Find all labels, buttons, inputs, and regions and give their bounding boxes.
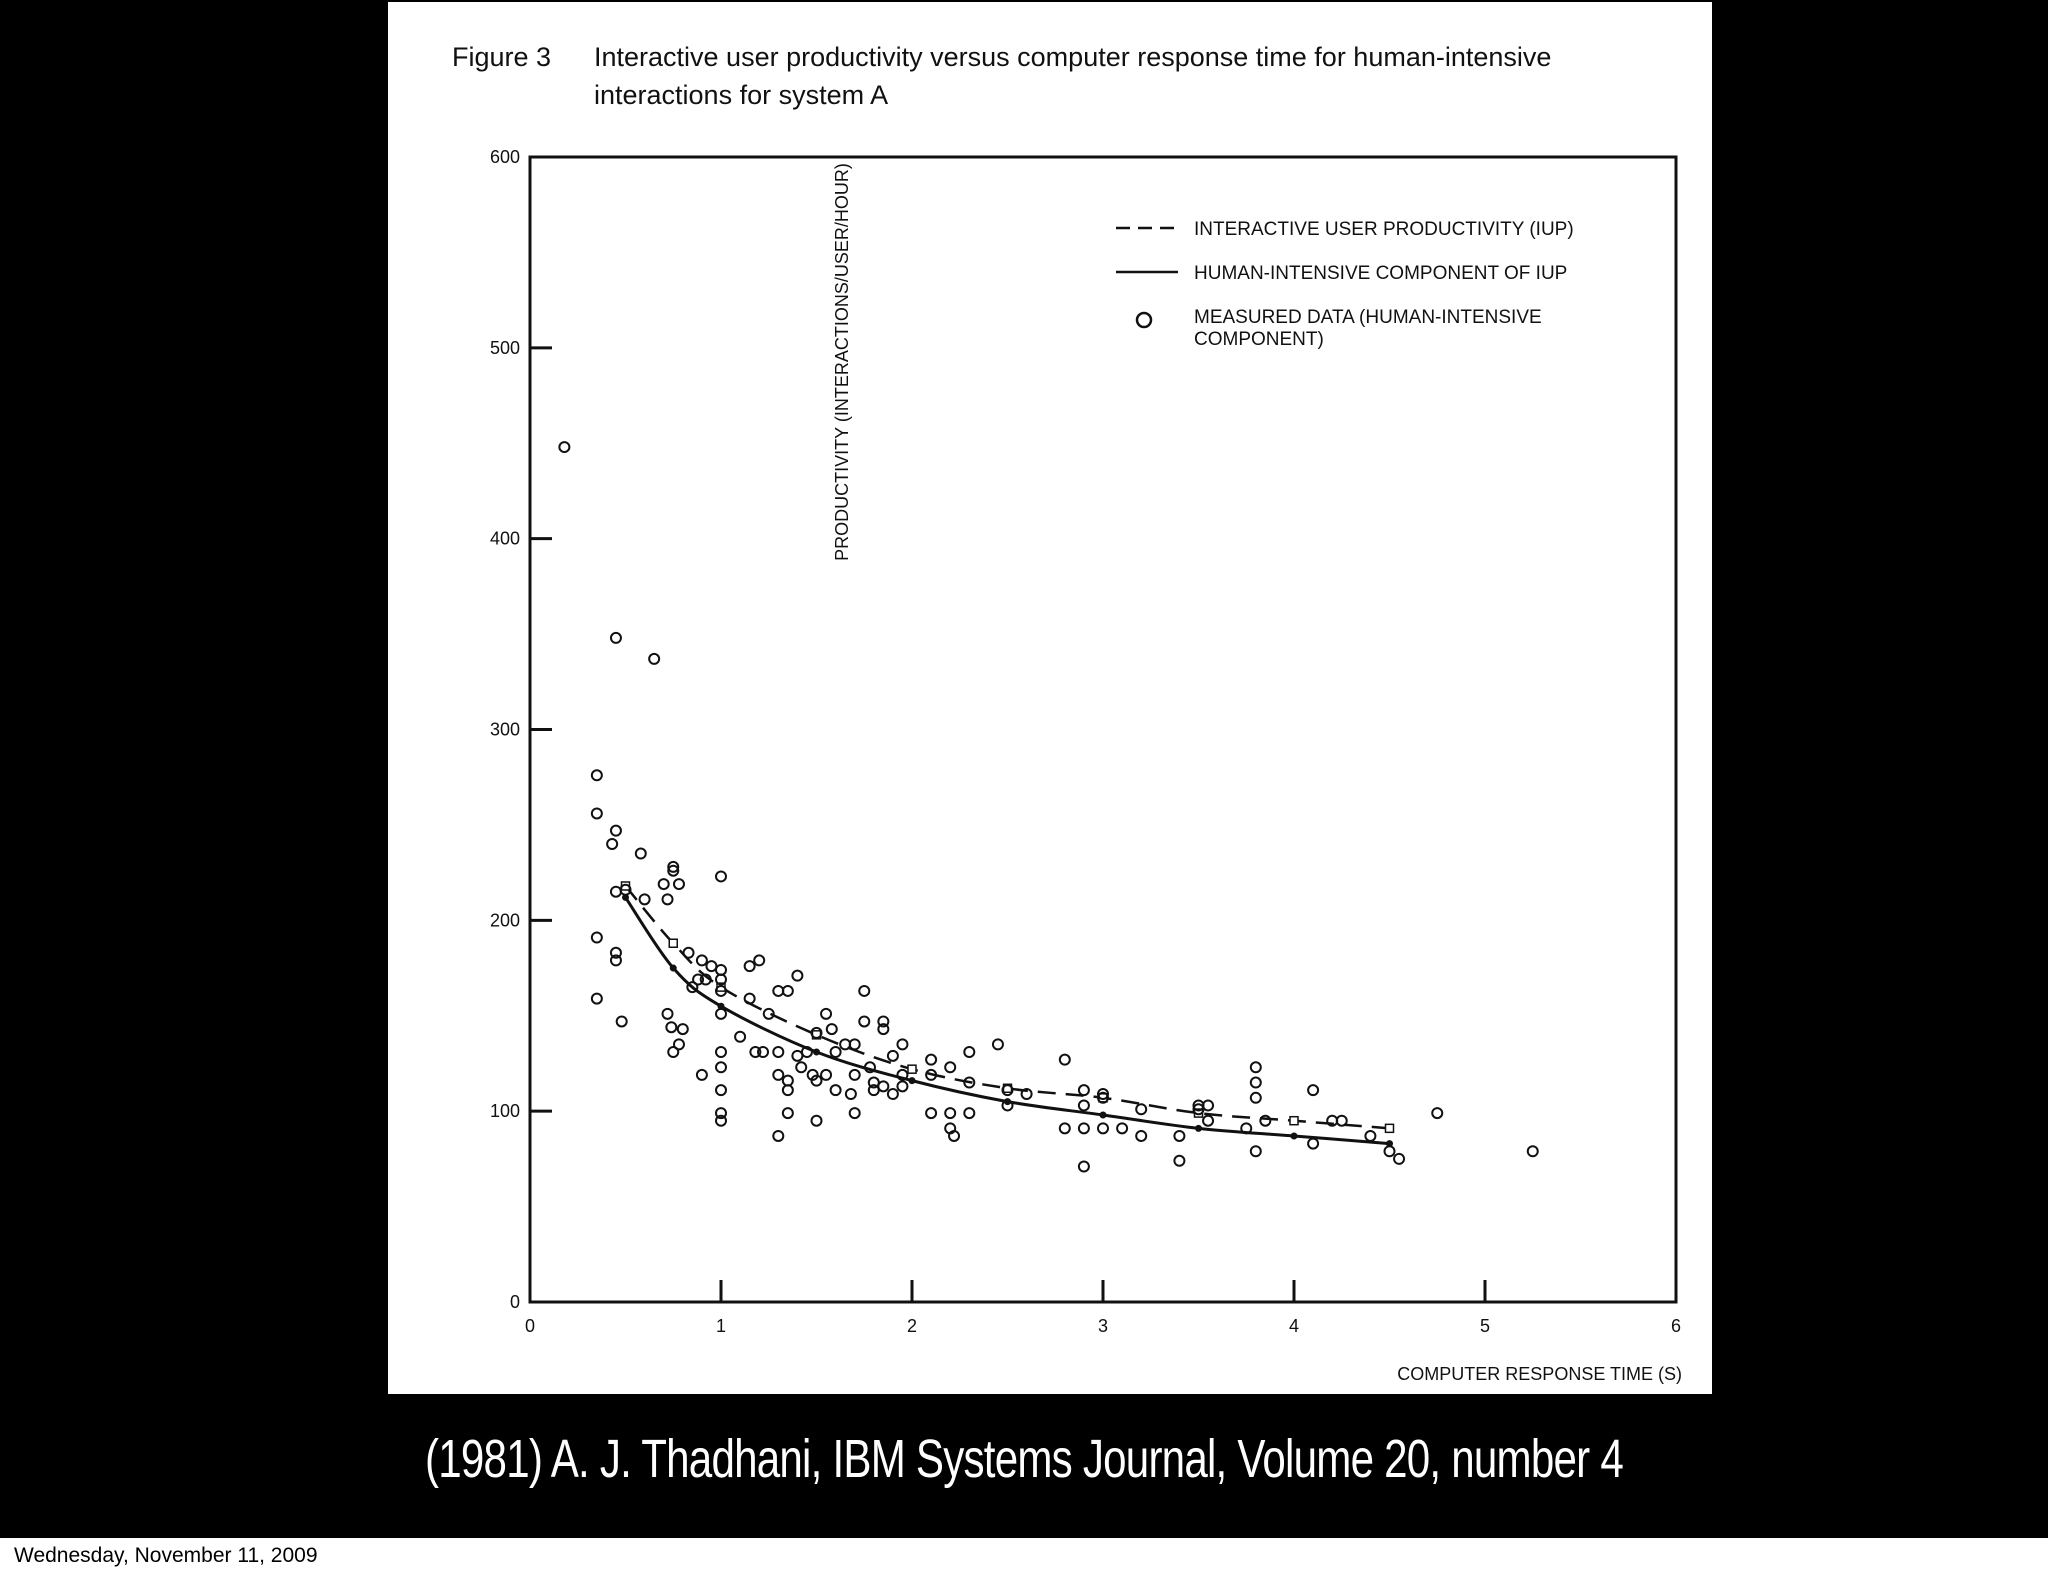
measured-data-point bbox=[773, 1047, 783, 1057]
measured-data-point bbox=[592, 808, 602, 818]
chart-legend bbox=[1116, 219, 1574, 350]
measured-data-point bbox=[607, 839, 617, 849]
legend-label: HUMAN-INTENSIVE COMPONENT OF IUP bbox=[1194, 263, 1568, 284]
measured-data-point bbox=[640, 894, 650, 904]
measured-data-point bbox=[649, 654, 659, 664]
human-intensive-point-marker bbox=[1195, 1125, 1202, 1132]
x-tick-label: 0 bbox=[524, 1316, 536, 1336]
measured-data-point bbox=[926, 1055, 936, 1065]
measured-data-point bbox=[796, 1062, 806, 1072]
x-tick-label: 3 bbox=[1097, 1316, 1109, 1336]
measured-data-point bbox=[716, 871, 726, 881]
measured-data-point bbox=[754, 955, 764, 965]
plot-frame bbox=[530, 157, 1676, 1302]
iup-point-marker bbox=[908, 1065, 916, 1073]
iup-point-marker bbox=[669, 939, 677, 947]
measured-data-point bbox=[1251, 1062, 1261, 1072]
x-tick-label: 1 bbox=[715, 1316, 727, 1336]
measured-data-point bbox=[1079, 1162, 1089, 1172]
figure-panel bbox=[388, 2, 1712, 1394]
x-tick-label: 6 bbox=[1670, 1316, 1682, 1336]
measured-data-point bbox=[773, 1131, 783, 1141]
measured-data-point bbox=[697, 955, 707, 965]
measured-data-point bbox=[821, 1009, 831, 1019]
measured-data-point bbox=[611, 826, 621, 836]
measured-data-point bbox=[1337, 1116, 1347, 1126]
measured-data-point bbox=[850, 1108, 860, 1118]
x-tick-label: 5 bbox=[1479, 1316, 1491, 1336]
measured-data-point bbox=[773, 986, 783, 996]
x-tick-label: 2 bbox=[906, 1316, 918, 1336]
measured-data-point bbox=[964, 1047, 974, 1057]
measured-data-point bbox=[592, 933, 602, 943]
y-tick-label: 0 bbox=[509, 1292, 520, 1312]
measured-data-point bbox=[1203, 1116, 1213, 1126]
measured-data-point bbox=[846, 1089, 856, 1099]
measured-data-point bbox=[678, 1024, 688, 1034]
measured-data-point bbox=[792, 1051, 802, 1061]
measured-data-point bbox=[1098, 1123, 1108, 1133]
measured-data-point bbox=[559, 442, 569, 452]
measured-data-point bbox=[1308, 1139, 1318, 1149]
y-tick-label: 400 bbox=[489, 528, 520, 549]
measured-data-point bbox=[659, 879, 669, 889]
measured-data-point bbox=[1251, 1146, 1261, 1156]
measured-data-point bbox=[1117, 1123, 1127, 1133]
measured-data-point bbox=[666, 1022, 676, 1032]
human-intensive-point-marker bbox=[670, 965, 677, 972]
figure-number: Figure 3 bbox=[452, 42, 552, 72]
legend-circle-swatch bbox=[1137, 313, 1151, 327]
measured-data-point bbox=[674, 879, 684, 889]
legend-label bbox=[1194, 307, 1542, 350]
measured-data-point bbox=[684, 948, 694, 958]
measured-data-point bbox=[745, 961, 755, 971]
measured-data-point bbox=[1308, 1085, 1318, 1095]
x-axis-title: COMPUTER RESPONSE TIME (S) bbox=[1397, 1364, 1682, 1384]
measured-data-point bbox=[831, 1085, 841, 1095]
measured-data-point bbox=[1365, 1131, 1375, 1141]
measured-data-point bbox=[945, 1108, 955, 1118]
footer-date: Wednesday, November 11, 2009 bbox=[14, 1544, 318, 1567]
measured-data-point bbox=[1060, 1123, 1070, 1133]
measured-data-point bbox=[611, 633, 621, 643]
x-tick-label: 4 bbox=[1288, 1316, 1300, 1336]
measured-data-point bbox=[716, 1009, 726, 1019]
y-tick-label: 500 bbox=[489, 337, 520, 358]
measured-data-point bbox=[850, 1070, 860, 1080]
measured-data-point bbox=[674, 1039, 684, 1049]
figure-caption-text: Interactive user productivity versus computer response time for human-intensive interactions for system A bbox=[594, 42, 1552, 110]
legend-label-line: MEASURED DATA (HUMAN-INTENSIVE bbox=[1194, 307, 1542, 328]
measured-data-point bbox=[859, 986, 869, 996]
measured-data-point bbox=[1385, 1146, 1395, 1156]
measured-data-point bbox=[716, 965, 726, 975]
measured-data-point bbox=[1260, 1116, 1270, 1126]
measured-data-point bbox=[1174, 1156, 1184, 1166]
scatter-chart bbox=[388, 2, 1712, 1394]
measured-data-point bbox=[1203, 1100, 1213, 1110]
slide-credit: (1981) A. J. Thadhani, IBM Systems Journal, Volume 20, number 4 bbox=[425, 1429, 1623, 1489]
human-intensive-point-marker bbox=[813, 1049, 820, 1056]
measured-data-point bbox=[592, 994, 602, 1004]
measured-data-point bbox=[926, 1108, 936, 1118]
measured-data-point bbox=[1079, 1100, 1089, 1110]
measured-data-point bbox=[792, 971, 802, 981]
measured-data-point bbox=[850, 1039, 860, 1049]
measured-data-point bbox=[831, 1047, 841, 1057]
measured-data-point bbox=[1136, 1104, 1146, 1114]
measured-data-point bbox=[783, 1076, 793, 1086]
measured-data-point bbox=[611, 887, 621, 897]
measured-data-point bbox=[964, 1108, 974, 1118]
human-intensive-point-marker bbox=[1100, 1111, 1107, 1118]
y-axis-title-group bbox=[832, 163, 852, 561]
measured-data-point bbox=[716, 1047, 726, 1057]
measured-data-point bbox=[663, 894, 673, 904]
measured-data-point bbox=[735, 1032, 745, 1042]
measured-data-point bbox=[1174, 1131, 1184, 1141]
measured-data-point bbox=[878, 1081, 888, 1091]
measured-data-point bbox=[1136, 1131, 1146, 1141]
measured-data-point bbox=[706, 961, 716, 971]
measured-data-point bbox=[897, 1081, 907, 1091]
legend-label: INTERACTIVE USER PRODUCTIVITY (IUP) bbox=[1194, 219, 1574, 240]
measured-data-point bbox=[821, 1070, 831, 1080]
y-tick-label: 300 bbox=[489, 719, 520, 740]
measured-data-point bbox=[1394, 1154, 1404, 1164]
measured-data-point bbox=[1079, 1085, 1089, 1095]
measured-data-point bbox=[827, 1024, 837, 1034]
measured-data-point bbox=[1528, 1146, 1538, 1156]
measured-data-point bbox=[716, 1062, 726, 1072]
measured-data-point bbox=[945, 1062, 955, 1072]
iup-point-marker bbox=[1386, 1124, 1394, 1132]
measured-data-point bbox=[617, 1016, 627, 1026]
human-intensive-point-marker bbox=[1291, 1132, 1298, 1139]
measured-data-point bbox=[1432, 1108, 1442, 1118]
measured-data-point bbox=[783, 986, 793, 996]
measured-data-point bbox=[716, 1085, 726, 1095]
measured-data-point bbox=[1251, 1078, 1261, 1088]
y-tick-label: 100 bbox=[489, 1101, 520, 1122]
measured-data-point bbox=[888, 1051, 898, 1061]
measured-data-point bbox=[1060, 1055, 1070, 1065]
measured-data-point bbox=[783, 1085, 793, 1095]
measured-data-point bbox=[993, 1039, 1003, 1049]
y-tick-label: 200 bbox=[489, 910, 520, 931]
chart-marks bbox=[559, 442, 1537, 1171]
measured-data-point bbox=[897, 1039, 907, 1049]
y-tick-label: 600 bbox=[489, 147, 520, 167]
measured-data-point bbox=[840, 1039, 850, 1049]
iup-point-marker bbox=[1290, 1117, 1298, 1125]
human-intensive-point-marker bbox=[909, 1077, 916, 1084]
measured-data-point bbox=[592, 770, 602, 780]
legend-label-line: COMPONENT) bbox=[1194, 329, 1324, 350]
human-intensive-solid-line bbox=[626, 897, 1390, 1143]
measured-data-point bbox=[773, 1070, 783, 1080]
measured-data-point bbox=[1251, 1093, 1261, 1103]
measured-data-point bbox=[783, 1108, 793, 1118]
measured-data-point bbox=[663, 1009, 673, 1019]
measured-data-point bbox=[888, 1089, 898, 1099]
y-axis-title: PRODUCTIVITY (INTERACTIONS/USER/HOUR) bbox=[832, 163, 852, 561]
measured-data-point bbox=[1079, 1123, 1089, 1133]
measured-data-point bbox=[636, 849, 646, 859]
measured-data-point bbox=[697, 1070, 707, 1080]
measured-data-point bbox=[812, 1116, 822, 1126]
measured-data-point bbox=[859, 1016, 869, 1026]
